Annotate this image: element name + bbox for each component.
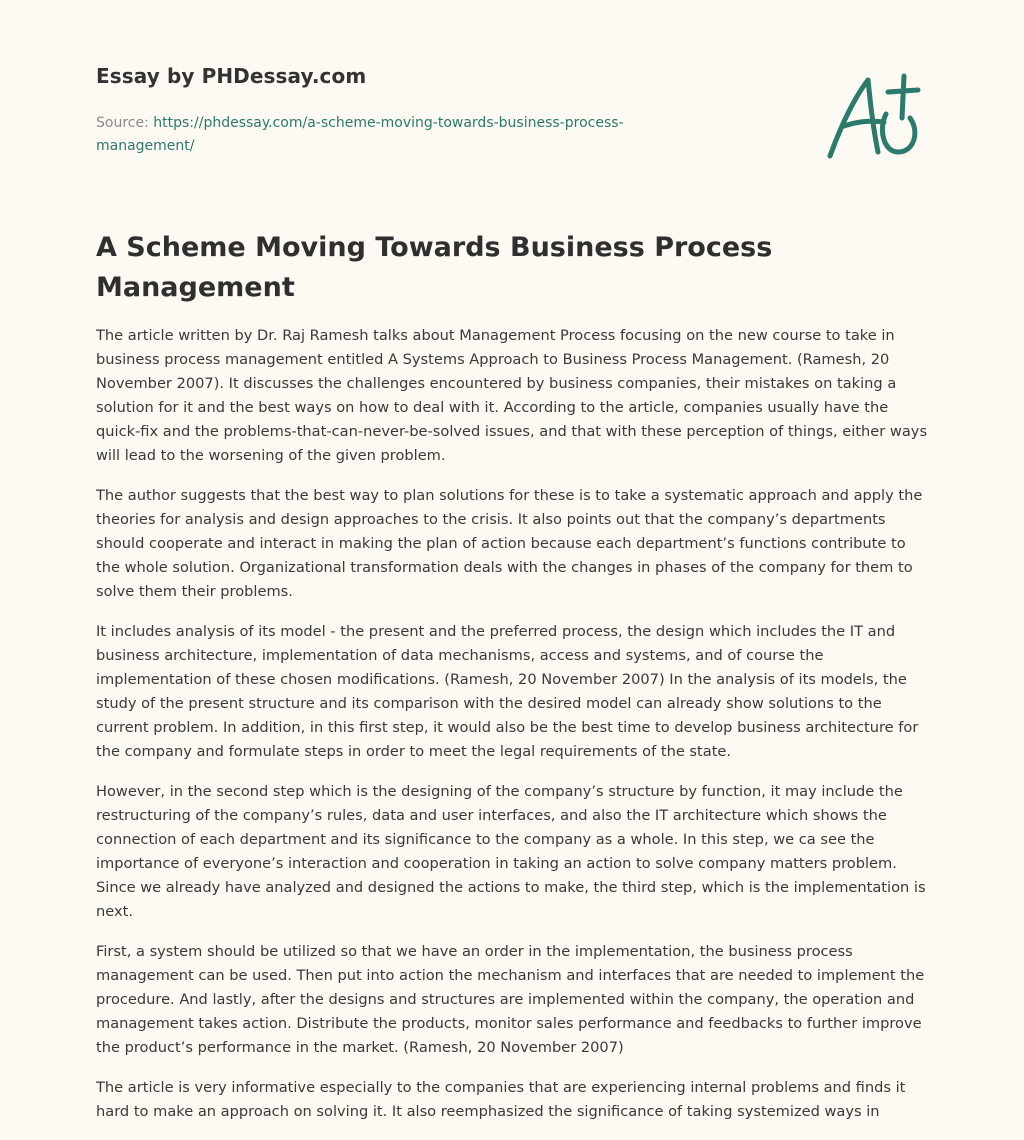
article-body (96, 324, 932, 1140)
article-paragraph: However, in the second step which is the designing of the company’s structure by function, it may include the restructuring of the company’s rules, data and user interfaces, and also the IT architecture which shows the connection of each department and its significance to the company as a whole. In this step, we ca see the importance of everyone’s interaction and cooperation in taking an action to solve company matters problem. Since we already have analyzed and designed the actions to make, the third step, which is the implementation is next. (96, 783, 926, 920)
article-paragraph: The author suggests that the best way to plan solutions for these is to take a systematic approach and apply the theories for analysis and design approaches to the crisis. It also points out that the company’s departments should cooperate and interact in making the plan of action because each department’s functions contribute to the whole solution. Organizational transformation deals with the changes in phases of the company for them to solve them their problems. (96, 487, 923, 600)
article-paragraph: It includes analysis of its model - the present and the preferred process, the design which includes the IT and business architecture, implementation of data mechanisms, access and systems, and of course the implementation of these chosen modifications. (Ramesh, 20 November 2007) In the analysis of its models, the study of the present structure and its comparison with the desired model can already show solutions to the current problem. In addition, in this first step, it would also be the best time to develop business architecture for the company and formulate steps in order to meet the legal requirements of the state. (96, 623, 919, 760)
article-title: A Scheme Moving Towards Business Process Management (96, 232, 773, 303)
article-paragraph: First, a system should be utilized so that we have an order in the implementation, the business process management can be used. Then put into action the mechanism and interfaces that are needed to implement the procedure. And lastly, after the designs and structures are implemented within the company, the operation and management takes action. Distribute the products, monitor sales performance and feedbacks to further improve the product’s performance in the market. (Ramesh, 20 November 2007) (96, 943, 925, 1056)
article-paragraph: The article is very informative especially to the companies that are experiencing internal problems and finds it hard to make an approach on solving it. It also reemphasized the significance of taking systemized ways in (96, 1079, 906, 1120)
source-link[interactable]: https://phdessay.com/a-scheme-moving-towards-business-process-management/ (96, 115, 624, 154)
article-paragraph: The article written by Dr. Raj Ramesh talks about Management Process focusing on the new course to take in business process management entitled A Systems Approach to Business Process Management. (Ramesh, 20 November 2007). It discusses the challenges encountered by business companies, their mistakes on taking a solution for it and the best ways on how to deal with it. According to the article, companies usually have the quick-fix and the problems-that-can-never-be-solved issues, and that with these perception of things, either ways will lead to the worsening of the given problem. (96, 327, 928, 464)
source-line (96, 112, 696, 158)
source-label: Source: (96, 115, 154, 131)
a-plus-grade-icon (822, 68, 930, 164)
site-brand: Essay by PHDessay.com (96, 64, 367, 88)
